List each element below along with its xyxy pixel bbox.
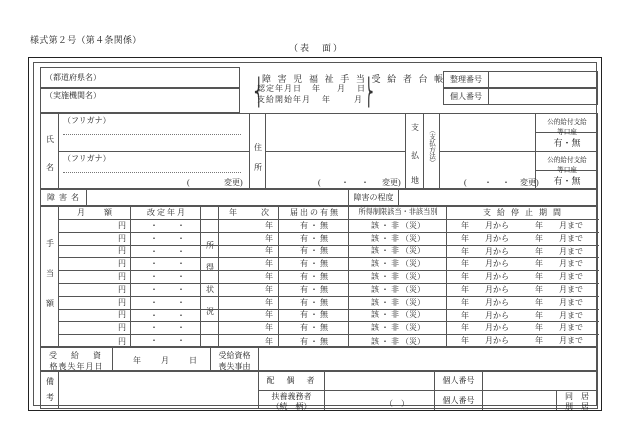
public-account-header-2 xyxy=(536,152,598,174)
th-year-order: 年 次 xyxy=(229,208,269,217)
cell-income-limit[interactable]: 該 ・ 非 （災） xyxy=(371,284,425,294)
table-row[interactable] xyxy=(59,284,599,297)
loss-date-label-2: 格喪失年月日 xyxy=(49,362,104,371)
certification-month: 月 xyxy=(337,84,345,93)
furigana-label-2: （フリガナ） xyxy=(63,155,241,173)
payment-detail-area xyxy=(440,114,539,188)
remarks-label-2: 考 xyxy=(46,393,54,402)
cell-year-order[interactable]: 年 xyxy=(265,297,273,307)
public-account-yesno-2: 有・無 xyxy=(553,176,581,186)
remarks-label-1: 備 xyxy=(46,377,54,386)
dependent-number-label-cell xyxy=(435,391,483,410)
cell-suspension-period[interactable]: 年 月から 年 月まで xyxy=(461,246,583,256)
payment-dot-1: ・ xyxy=(484,178,492,187)
payment-change-label: 変更) xyxy=(520,178,539,187)
name-change-label: 変更) xyxy=(224,178,243,187)
cell-year-order[interactable]: 年 xyxy=(265,284,273,294)
cell-monthly-amount[interactable]: 円 xyxy=(118,233,126,243)
form-outer-frame xyxy=(28,57,602,411)
dependent-name-input[interactable] xyxy=(325,391,435,410)
name-change-paren: ( xyxy=(187,178,190,187)
cell-revision-date[interactable]: ・ ・ xyxy=(150,323,185,333)
cell-year-order[interactable]: 年 xyxy=(265,220,273,230)
address-dot-1: ・ xyxy=(341,178,349,187)
cell-monthly-amount[interactable]: 円 xyxy=(118,323,126,333)
payment-place-3: 地 xyxy=(411,176,419,185)
loss-date-year: 年 xyxy=(133,356,141,365)
address-field-area xyxy=(266,114,406,188)
cell-monthly-amount[interactable]: 円 xyxy=(118,284,126,294)
public-account-line2-b: 等口座 xyxy=(557,167,577,174)
disability-row xyxy=(40,189,598,206)
name-address-block xyxy=(40,113,598,189)
cell-revision-date[interactable]: ・ ・ xyxy=(150,259,185,269)
name-label-column xyxy=(41,114,59,188)
cell-revision-date[interactable]: ・ ・ xyxy=(150,246,185,256)
cell-report-status[interactable]: 有 ・ 無 xyxy=(300,272,328,282)
cell-report-status[interactable]: 有 ・ 無 xyxy=(300,284,328,294)
th-monthly-amount: 月 額 xyxy=(77,208,113,217)
cell-monthly-amount[interactable]: 円 xyxy=(118,259,126,269)
name-row-1[interactable] xyxy=(59,114,249,152)
th-income-limit: 所得制限該当・非該当別 xyxy=(358,208,438,217)
cell-revision-date[interactable]: ・ ・ xyxy=(150,285,185,294)
cohabit-cell[interactable] xyxy=(557,391,597,410)
loss-reason-label-1: 受給資格 xyxy=(218,351,251,360)
payment-detail-row-2[interactable] xyxy=(440,152,539,190)
spouse-name-input[interactable] xyxy=(325,372,435,391)
reference-number-row xyxy=(443,71,598,88)
payment-start-label: 支給開始年月 xyxy=(257,95,311,104)
table-row[interactable] xyxy=(59,297,599,310)
payment-method-label: （支払方法） xyxy=(428,127,435,166)
address-dot-2: ・ xyxy=(361,178,369,187)
loss-date-label-cell xyxy=(41,348,113,370)
cell-report-status[interactable]: 有 ・ 無 xyxy=(300,220,328,230)
cell-report-status[interactable]: 有 ・ 無 xyxy=(300,310,328,320)
loss-row xyxy=(40,347,598,371)
table-row[interactable] xyxy=(59,322,599,335)
payment-place-column xyxy=(406,114,424,188)
dependent-label-1: 扶養義務者 xyxy=(271,392,312,401)
personal-number-input[interactable] xyxy=(489,89,597,104)
side-label: （表 面） xyxy=(289,43,345,53)
payment-detail-row-1[interactable] xyxy=(440,114,535,152)
name-row-2[interactable] xyxy=(59,152,249,190)
public-account-header-1 xyxy=(536,114,598,136)
cell-report-status[interactable]: 有 ・ 無 xyxy=(300,336,328,346)
cell-year-order[interactable]: 年 xyxy=(265,259,273,269)
income-vertical-label: 所得状況 xyxy=(205,240,215,329)
brace-left-icon: ⎨ xyxy=(253,78,264,108)
table-row[interactable] xyxy=(59,258,599,271)
dependent-paren: （ ） xyxy=(385,399,409,408)
cell-year-order[interactable]: 年 xyxy=(265,246,273,256)
personal-number-label: 個人番号 xyxy=(450,91,482,101)
public-account-line2-a: 等口座 xyxy=(557,129,577,136)
reference-number-label: 整理番号 xyxy=(450,74,482,84)
cell-year-order[interactable]: 年 xyxy=(265,272,273,282)
address-change-label: 変更) xyxy=(382,178,401,187)
cell-suspension-period[interactable]: 年 月から 年 月まで xyxy=(461,272,583,282)
payment-place-2: 払 xyxy=(411,151,419,160)
disability-name-label: 障 害 名 xyxy=(47,192,80,202)
remarks-label-col xyxy=(41,372,59,408)
cell-income-limit[interactable]: 該 ・ 非 （災） xyxy=(371,246,425,256)
personal-number-row xyxy=(443,88,598,105)
brace-right-icon: ⎬ xyxy=(363,78,374,108)
certification-date-label: 認定年月日 xyxy=(257,84,302,93)
loss-date-day: 日 xyxy=(189,356,197,365)
th-suspension-period: 支 給 停 止 期 間 xyxy=(483,208,563,217)
cell-suspension-period[interactable]: 年 月から 年 月まで xyxy=(461,221,583,230)
cell-suspension-period[interactable]: 年 月から 年 月まで xyxy=(461,323,583,333)
spouse-number-label: 個人番号 xyxy=(442,376,475,385)
cell-suspension-period[interactable]: 年 月から 年 月まで xyxy=(461,285,583,294)
furigana-label-1: （フリガナ） xyxy=(63,117,241,135)
payment-method-column xyxy=(424,114,440,188)
address-change-paren: ( xyxy=(318,178,321,187)
name-field-area xyxy=(59,114,250,188)
payment-place-1: 支 xyxy=(411,123,419,132)
public-account-yesno-1: 有・無 xyxy=(553,137,581,148)
spouse-number-label-cell xyxy=(435,372,483,391)
name-label-2: 名 xyxy=(46,163,54,172)
loss-date-label-1: 受 給 資 xyxy=(49,351,104,360)
certification-year: 年 xyxy=(312,84,320,93)
cell-suspension-period[interactable]: 年 月から 年 月まで xyxy=(461,297,583,307)
cell-revision-date[interactable]: ・ ・ xyxy=(150,233,185,243)
cell-income-limit[interactable]: 該 ・ 非 （災） xyxy=(371,233,425,243)
cell-monthly-amount[interactable]: 円 xyxy=(118,246,126,256)
cell-income-limit[interactable]: 該 ・ 非 （災） xyxy=(371,297,425,307)
table-row[interactable] xyxy=(59,233,599,246)
form-number: 様式第２号（第４条関係） xyxy=(30,35,142,45)
main-table xyxy=(40,206,598,347)
disability-name-input[interactable] xyxy=(87,190,349,205)
payment-dot-2: ・ xyxy=(502,178,510,187)
prefecture-label: （都道府県名） xyxy=(45,72,101,82)
certification-day: 日 xyxy=(357,84,365,93)
th-revision-date: 改 定 年 月 xyxy=(147,208,185,217)
table-row[interactable] xyxy=(59,246,599,259)
address-row-2[interactable] xyxy=(266,152,405,190)
public-account-line1-b: 公的給付支給 xyxy=(547,157,587,164)
cell-income-limit[interactable]: 該 ・ 非 （災） xyxy=(371,272,425,282)
payment-change-paren: ( xyxy=(464,178,467,187)
address-row-1[interactable] xyxy=(266,114,405,152)
table-rows xyxy=(59,220,599,348)
public-account-area xyxy=(536,114,598,188)
cell-year-order[interactable]: 年 xyxy=(265,310,273,320)
name-label-1: 氏 xyxy=(46,135,54,144)
remarks-block xyxy=(40,371,598,409)
cell-suspension-period[interactable]: 年 月から 年 月まで xyxy=(461,259,583,269)
cell-year-order[interactable]: 年 xyxy=(265,233,273,243)
spouse-number-input[interactable] xyxy=(483,372,597,391)
loss-date-month: 月 xyxy=(161,356,169,365)
table-row[interactable] xyxy=(59,271,599,284)
loss-date-input[interactable] xyxy=(113,348,211,370)
address-label-1: 住 xyxy=(254,143,262,152)
disability-degree-label: 障害の程度 xyxy=(353,192,394,202)
table-header-row xyxy=(59,207,599,220)
payment-start-month: 月 xyxy=(354,95,362,104)
cell-monthly-amount[interactable]: 円 xyxy=(118,336,126,346)
cell-monthly-amount[interactable]: 円 xyxy=(118,220,126,230)
cell-revision-date[interactable]: ・ ・ xyxy=(150,272,185,282)
public-account-choice-2[interactable] xyxy=(536,171,598,190)
cell-report-status[interactable]: 有 ・ 無 xyxy=(300,246,328,256)
cell-suspension-period[interactable]: 年 月から 年 月まで xyxy=(461,310,583,320)
cell-report-status[interactable]: 有 ・ 無 xyxy=(300,297,328,307)
loss-reason-label-cell xyxy=(211,348,259,370)
cell-monthly-amount[interactable]: 円 xyxy=(118,297,126,307)
payment-start-year: 年 xyxy=(322,95,330,104)
reference-number-input[interactable] xyxy=(489,72,597,87)
cell-income-limit[interactable]: 該 ・ 非 （災） xyxy=(371,220,425,230)
remarks-input[interactable] xyxy=(59,372,259,408)
cell-monthly-amount[interactable]: 円 xyxy=(118,310,126,320)
separate-label: 別 居 xyxy=(565,402,589,411)
cell-income-limit[interactable]: 該 ・ 非 （災） xyxy=(371,259,425,269)
dependent-label-2: （続 柄） xyxy=(271,402,312,411)
cell-income-limit[interactable]: 該 ・ 非 （災） xyxy=(371,336,425,346)
disability-degree-input[interactable] xyxy=(399,190,597,205)
prefecture-box[interactable] xyxy=(40,67,240,88)
dependent-label-cell xyxy=(259,391,325,410)
allowance-vertical-label: 手当額 xyxy=(45,238,55,329)
public-account-line1-a: 公的給付支給 xyxy=(547,119,587,126)
cohabit-label: 同 居 xyxy=(565,392,589,401)
cell-suspension-period[interactable]: 年 月から 年 月まで xyxy=(461,336,583,346)
address-label-column xyxy=(250,114,266,188)
cell-suspension-period[interactable]: 年 月から 年 月まで xyxy=(461,233,583,243)
cell-revision-date[interactable]: ・ ・ xyxy=(150,297,185,307)
th-report-status: 届 出 の 有 無 xyxy=(290,208,338,217)
loss-reason-input[interactable] xyxy=(259,348,597,370)
cell-report-status[interactable]: 有 ・ 無 xyxy=(300,323,328,333)
cell-year-order[interactable]: 年 xyxy=(265,323,273,333)
loss-reason-label-2: 喪失事由 xyxy=(218,362,251,371)
address-label-2: 所 xyxy=(254,163,262,172)
spouse-label-cell xyxy=(259,372,325,391)
table-row[interactable] xyxy=(59,310,599,323)
dependent-number-label: 個人番号 xyxy=(442,395,475,405)
agency-label: （実施機関名） xyxy=(45,91,101,100)
cell-revision-date[interactable]: ・ ・ xyxy=(150,221,185,230)
cell-income-limit[interactable]: 該 ・ 非 （災） xyxy=(371,323,425,333)
cell-revision-date[interactable]: ・ ・ xyxy=(150,336,185,346)
cell-revision-date[interactable]: ・ ・ xyxy=(150,310,185,320)
cell-income-limit[interactable]: 該 ・ 非 （災） xyxy=(371,310,425,320)
cell-report-status[interactable]: 有 ・ 無 xyxy=(300,233,328,243)
cell-year-order[interactable]: 年 xyxy=(265,336,273,346)
cell-monthly-amount[interactable]: 円 xyxy=(118,272,126,282)
form-title: 障 害 児 福 祉 手 当 受 給 者 台 帳 xyxy=(262,74,446,84)
form-inner-frame xyxy=(33,62,597,411)
cell-report-status[interactable]: 有 ・ 無 xyxy=(300,259,328,269)
allowance-vertical-label-col xyxy=(41,207,59,346)
agency-box[interactable] xyxy=(40,88,240,113)
public-account-choice-1[interactable] xyxy=(536,133,598,152)
dependent-number-input[interactable] xyxy=(483,391,557,410)
spouse-label: 配 偶 者 xyxy=(266,376,317,385)
table-row[interactable] xyxy=(59,220,599,233)
